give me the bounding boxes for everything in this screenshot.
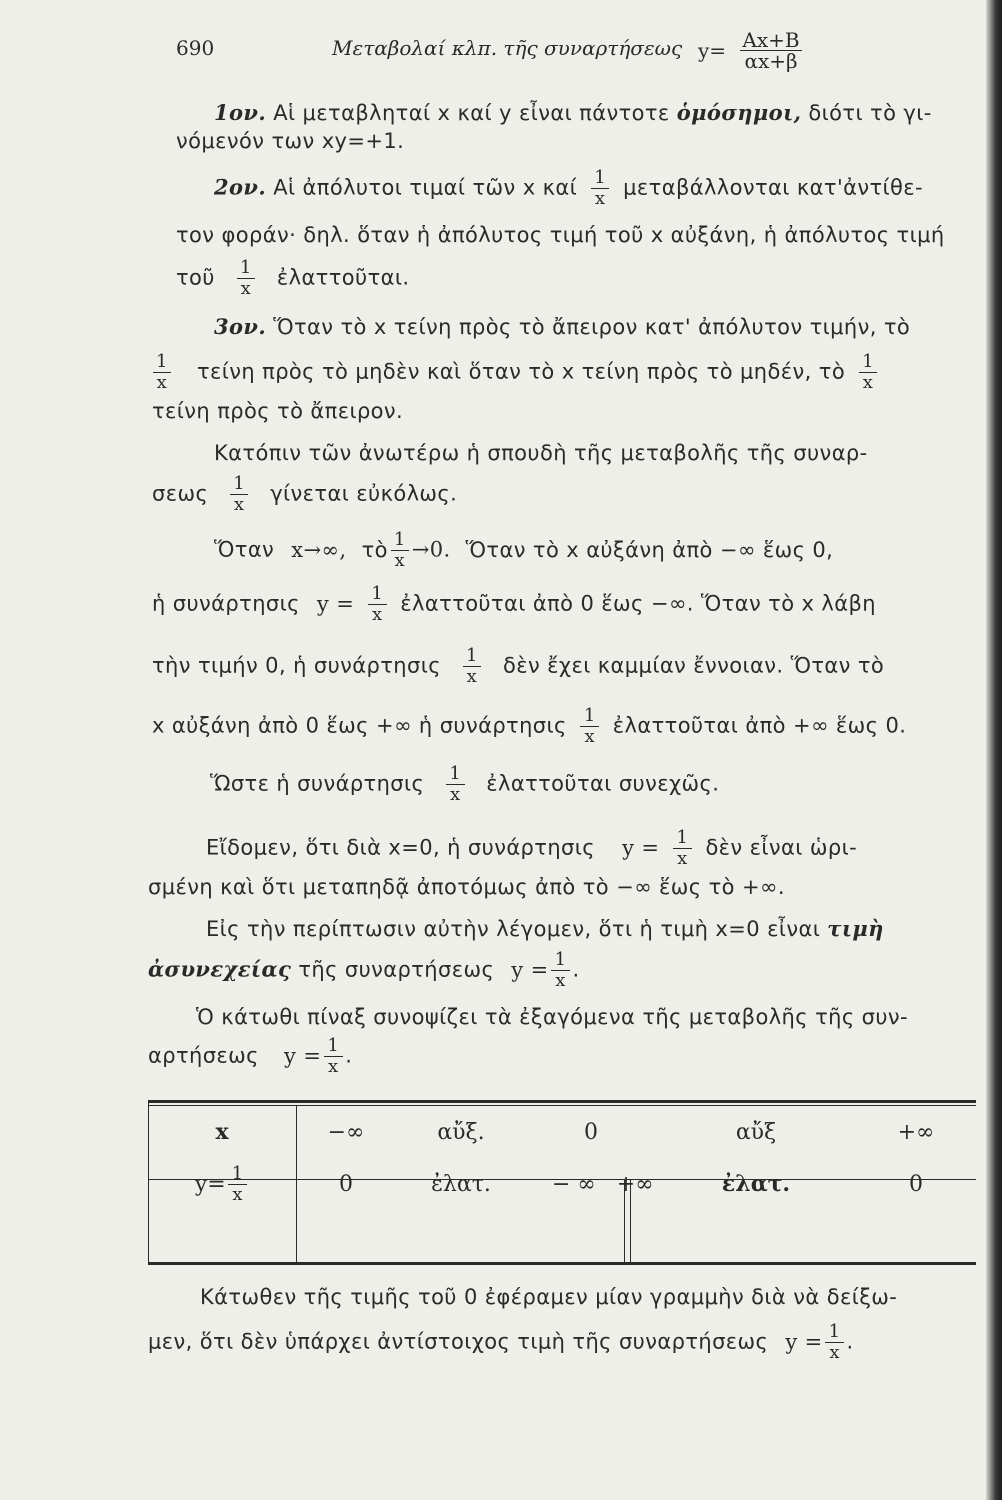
- para1-line2: νόμενόν των xy=+1.: [176, 129, 405, 153]
- table-row-header-y: y= $\frac{1}{x}$: [148, 1158, 296, 1210]
- para1-line1: 1ον. Αἱ μεταβληταί x καί y εἶναι πάντοτε ὁμόσημοι, διότι τὸ γι-: [214, 100, 932, 125]
- page-edge-shadow: [986, 0, 1002, 1500]
- table-bottom-rule: [148, 1262, 976, 1265]
- para2-line2: τον φοράν· δηλ. ὅταν ἡ ἀπόλυτος τιμή τοῦ x αὐξάνη, ἡ ἀπόλυτος τιμή: [176, 223, 945, 247]
- para8-line1: Εἰς τὴν περίπτωσιν αὐτὴν λέγομεν, ὅτι ἡ τιμὴ x=0 εἶναι τιμὴ: [206, 916, 884, 941]
- table-cell: +∞: [897, 1119, 935, 1145]
- table-top-rule: [148, 1100, 976, 1103]
- para8-line2: ἀσυνεχείας τῆς συναρτήσεως y = $\frac{1}{x}$ .: [148, 949, 580, 991]
- para3-line2: $\frac{1}{x}$ τείνη πρὸς τὸ μηδὲν καὶ ὅταν τὸ x τείνη πρὸς τὸ μηδέν, τὸ $\frac{1}{x}$: [152, 352, 884, 393]
- page-number: 690: [176, 36, 215, 60]
- table-cell: αὔξ.: [437, 1119, 485, 1145]
- para6-line1: Ὥστε ἡ συνάρτησις $\frac{1}{x}$ ἐλαττοῦται συνεχῶς.: [210, 763, 720, 805]
- running-title: Μεταβολαί κλπ. τῆς συναρτήσεως: [332, 36, 683, 60]
- table-cell: 0: [339, 1171, 353, 1197]
- table-cell: − ∞ +∞: [552, 1171, 654, 1197]
- para9-line2: αρτήσεως y = $\frac{1}{x}$ .: [148, 1035, 353, 1077]
- para2-line3: τοῦ $\frac{1}{x}$ ἐλαττοῦται.: [176, 257, 410, 299]
- table-cell: ἐλατ.: [721, 1171, 791, 1197]
- table-cell: 0: [909, 1171, 923, 1197]
- table-row: [148, 1158, 976, 1210]
- para5-line4: x αὐξάνη ἀπὸ 0 ἕως +∞ ἡ συνάρτησις $\frac{1}{x}$ ἐλαττοῦται ἀπὸ +∞ ἕως 0.: [152, 705, 907, 747]
- table-cell: −∞: [327, 1119, 365, 1145]
- table-row: [148, 1106, 976, 1158]
- para7-line1: Εἴδομεν, ὅτι διὰ x=0, ἡ συνάρτησις y = $\frac{1}{x}$ δὲν εἶναι ὡρι-: [206, 827, 858, 869]
- para4-line2: σεως $\frac{1}{x}$ γίνεται εὐκόλως.: [152, 473, 458, 515]
- variation-table: [148, 1106, 976, 1210]
- table-cell: 0: [584, 1119, 598, 1145]
- para7-line2: σμένη καὶ ὅτι μεταπηδᾷ ἀποτόμως ἀπὸ τὸ −∞ ἕως τὸ +∞.: [148, 875, 785, 899]
- header-formula: y= $\frac{Ax+B}{\alpha x+\beta}$: [698, 28, 800, 73]
- table-cell: αὔξ: [735, 1119, 777, 1145]
- para4-line1: Κατόπιν τῶν ἀνωτέρω ἡ σπουδὴ τῆς μεταβολῆς τῆς συναρ-: [214, 441, 868, 465]
- para5-line3: τὴν τιμήν 0, ἡ συνάρτησις $\frac{1}{x}$ δὲν ἔχει καμμίαν ἔννοιαν. Ὅταν τὸ: [152, 645, 885, 687]
- para3-line3: τείνη πρὸς τὸ ἄπειρον.: [152, 399, 404, 423]
- para10-line1-text: Κάτωθεν τῆς τιμῆς τοῦ 0 ἐφέραμεν μίαν γραμμὴν διὰ νὰ δείξω-: [200, 1285, 898, 1309]
- para10-line2: μεν, ὅτι δὲν ὑπάρχει ἀντίστοιχος τιμὴ τῆς συναρτήσεως y = $\frac{1}{x}$ .: [148, 1321, 854, 1363]
- para9-line1: Ὁ κάτωθι πίναξ συνοψίζει τὰ ἐξαγόμενα τῆς μεταβολῆς τῆς συν-: [196, 1005, 908, 1029]
- para2-line1: 2ον. Αἱ ἀπόλυτοι τιμαί τῶν x καί $\frac{1}{x}$ μεταβάλλονται κατ'ἀντίθε-: [214, 167, 924, 209]
- para5-line2: ἡ συνάρτησις y = $\frac{1}{x}$ ἐλαττοῦται ἀπὸ 0 ἕως −∞. Ὅταν τὸ x λάβη: [152, 583, 877, 625]
- para5-line1: Ὅταν x→∞, τὸ $\frac{1}{x}$ →0. Ὅταν τὸ x αὐξάνη ἀπὸ −∞ ἕως 0,: [214, 529, 834, 571]
- table-row-header-x: x: [215, 1119, 229, 1145]
- para3-line1: 3ον. Ὅταν τὸ x τείνη πρὸς τὸ ἄπειρον κατ' ἀπόλυτον τιμήν, τὸ: [214, 314, 911, 339]
- table-cell: ἐλατ.: [431, 1171, 491, 1197]
